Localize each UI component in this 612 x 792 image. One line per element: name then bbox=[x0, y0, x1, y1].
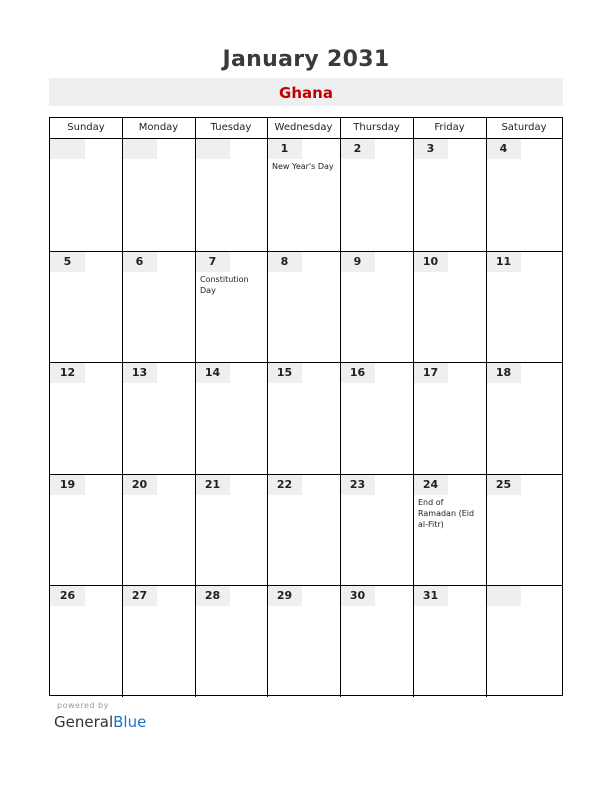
day-cell[interactable] bbox=[413, 475, 486, 586]
weekday-header: Friday bbox=[434, 122, 465, 133]
grid-line bbox=[122, 252, 123, 363]
day-cell[interactable] bbox=[340, 139, 413, 251]
grid-line bbox=[340, 363, 341, 474]
powered-by-text: powered by bbox=[57, 701, 109, 710]
day-cell[interactable] bbox=[195, 252, 267, 363]
holiday-label: New Year's Day bbox=[272, 162, 334, 171]
grid-line bbox=[340, 475, 341, 586]
grid-line bbox=[267, 118, 268, 138]
grid-line bbox=[195, 586, 196, 697]
grid-line bbox=[486, 118, 487, 138]
weekday-header: Saturday bbox=[501, 122, 547, 133]
brand-part-general: General bbox=[54, 713, 114, 731]
calendar-title: January 2031 bbox=[222, 47, 390, 72]
day-cell[interactable] bbox=[340, 475, 413, 586]
grid-line bbox=[486, 363, 487, 474]
day-number-box bbox=[486, 363, 521, 383]
day-cell[interactable] bbox=[486, 475, 562, 586]
day-cell[interactable] bbox=[340, 252, 413, 363]
grid-line bbox=[195, 139, 196, 251]
grid-line bbox=[195, 475, 196, 586]
grid-line bbox=[267, 139, 268, 251]
day-cell[interactable] bbox=[267, 252, 340, 363]
day-cell[interactable] bbox=[50, 139, 122, 251]
day-number: 28 bbox=[204, 589, 221, 602]
day-number: 19 bbox=[59, 477, 76, 491]
weekday-header: Monday bbox=[138, 122, 179, 133]
weekday-header-row bbox=[50, 118, 562, 139]
day-number: 21 bbox=[204, 477, 221, 491]
day-cell[interactable] bbox=[122, 586, 195, 697]
grid-line bbox=[486, 139, 487, 251]
day-number-box bbox=[50, 475, 85, 495]
day-number: 13 bbox=[131, 366, 148, 379]
day-number-box bbox=[340, 363, 375, 383]
day-number: 1 bbox=[280, 142, 289, 155]
grid-line bbox=[195, 118, 196, 138]
day-number-box bbox=[122, 586, 157, 606]
day-number: 8 bbox=[280, 254, 289, 268]
day-number-box bbox=[122, 363, 157, 383]
day-cell[interactable] bbox=[267, 586, 340, 697]
grid-line bbox=[195, 363, 196, 474]
day-number: 25 bbox=[495, 477, 512, 491]
week-row bbox=[50, 251, 562, 363]
week-row bbox=[50, 474, 562, 586]
day-number-box bbox=[195, 475, 230, 495]
day-number-box bbox=[486, 586, 521, 606]
day-number-box bbox=[267, 586, 302, 606]
day-cell[interactable] bbox=[50, 475, 122, 586]
day-number-box bbox=[195, 252, 230, 272]
day-cell[interactable] bbox=[50, 586, 122, 697]
day-number: 14 bbox=[204, 366, 221, 379]
weekday-header: Thursday bbox=[353, 122, 400, 133]
grid-line bbox=[267, 475, 268, 586]
day-cell[interactable] bbox=[413, 139, 486, 251]
day-number-box bbox=[122, 475, 157, 495]
day-number-box bbox=[267, 139, 302, 159]
day-number-box bbox=[486, 475, 521, 495]
day-number-box bbox=[413, 475, 448, 495]
day-number-box bbox=[486, 252, 521, 272]
day-cell[interactable] bbox=[50, 252, 122, 363]
grid-line bbox=[122, 475, 123, 586]
grid-line bbox=[340, 139, 341, 251]
day-number: 6 bbox=[135, 254, 144, 268]
day-number-box bbox=[413, 363, 448, 383]
day-cell[interactable] bbox=[340, 363, 413, 474]
brand-part-blue: Blue bbox=[113, 713, 147, 731]
day-cell[interactable] bbox=[413, 586, 486, 697]
day-number-box bbox=[340, 252, 375, 272]
day-cell[interactable] bbox=[195, 139, 267, 251]
day-number: 16 bbox=[349, 366, 366, 379]
day-number: 7 bbox=[208, 254, 217, 268]
day-number: 2 bbox=[353, 142, 362, 155]
day-number-box bbox=[267, 252, 302, 272]
day-number-box bbox=[340, 586, 375, 606]
day-number-box bbox=[50, 363, 85, 383]
day-number-box bbox=[413, 586, 448, 606]
day-cell[interactable] bbox=[340, 586, 413, 697]
day-cell[interactable] bbox=[50, 363, 122, 474]
holiday-label: Constitution Day bbox=[200, 274, 249, 295]
grid-line bbox=[267, 363, 268, 474]
weekday-header: Wednesday bbox=[274, 122, 333, 133]
grid-line bbox=[267, 586, 268, 697]
day-number-box bbox=[50, 139, 85, 159]
day-number-box bbox=[340, 475, 375, 495]
generalblue-logo[interactable] bbox=[54, 713, 146, 731]
day-cell[interactable] bbox=[486, 139, 562, 251]
day-number-box bbox=[195, 363, 230, 383]
grid-line bbox=[486, 475, 487, 586]
day-number: 11 bbox=[495, 254, 512, 268]
grid-line bbox=[486, 252, 487, 363]
day-cell[interactable] bbox=[486, 363, 562, 474]
day-number-box bbox=[122, 252, 157, 272]
day-cell[interactable] bbox=[267, 475, 340, 586]
day-number-box bbox=[50, 252, 85, 272]
country-name: Ghana bbox=[279, 84, 333, 102]
day-number-box bbox=[340, 139, 375, 159]
day-number: 22 bbox=[276, 477, 293, 491]
grid-line bbox=[413, 363, 414, 474]
day-number: 29 bbox=[276, 589, 293, 602]
day-number: 18 bbox=[495, 366, 512, 379]
day-number: 12 bbox=[59, 366, 76, 379]
day-number: 30 bbox=[349, 589, 366, 602]
day-number: 4 bbox=[499, 142, 508, 155]
week-row bbox=[50, 585, 562, 697]
calendar-grid bbox=[49, 117, 563, 696]
day-cell[interactable] bbox=[195, 363, 267, 474]
week-row bbox=[50, 362, 562, 474]
day-number-box bbox=[413, 139, 448, 159]
day-cell[interactable] bbox=[267, 139, 340, 251]
day-number: 5 bbox=[63, 254, 72, 268]
week-row bbox=[50, 139, 562, 251]
day-number: 17 bbox=[422, 366, 439, 379]
day-cell[interactable] bbox=[122, 363, 195, 474]
weekday-header: Tuesday bbox=[210, 122, 252, 133]
day-number-box bbox=[122, 139, 157, 159]
day-cell[interactable] bbox=[195, 475, 267, 586]
grid-line bbox=[413, 475, 414, 586]
day-number-box bbox=[267, 363, 302, 383]
day-cell[interactable] bbox=[413, 252, 486, 363]
grid-line bbox=[195, 252, 196, 363]
day-cell[interactable] bbox=[413, 363, 486, 474]
weekday-header: Sunday bbox=[67, 122, 105, 133]
day-number: 20 bbox=[131, 477, 148, 491]
day-number-box bbox=[413, 252, 448, 272]
grid-line bbox=[486, 586, 487, 697]
grid-line bbox=[340, 252, 341, 363]
day-cell[interactable] bbox=[486, 252, 562, 363]
day-cell[interactable] bbox=[195, 586, 267, 697]
grid-line bbox=[122, 139, 123, 251]
day-number: 15 bbox=[276, 366, 293, 379]
day-number-box bbox=[486, 139, 521, 159]
grid-line bbox=[340, 118, 341, 138]
day-number-box bbox=[195, 586, 230, 606]
day-number-box bbox=[267, 475, 302, 495]
day-number: 3 bbox=[426, 142, 435, 155]
grid-line bbox=[413, 252, 414, 363]
day-number-box bbox=[195, 139, 230, 159]
country-band bbox=[49, 78, 563, 106]
day-cell[interactable] bbox=[267, 363, 340, 474]
day-number-box bbox=[50, 586, 85, 606]
day-number: 24 bbox=[422, 477, 439, 491]
grid-line bbox=[122, 363, 123, 474]
day-cell[interactable] bbox=[486, 586, 562, 697]
day-cell[interactable] bbox=[122, 475, 195, 586]
grid-line bbox=[413, 139, 414, 251]
grid-line bbox=[413, 118, 414, 138]
day-number: 27 bbox=[131, 589, 148, 602]
grid-line bbox=[413, 586, 414, 697]
day-number: 26 bbox=[59, 589, 76, 602]
grid-line bbox=[340, 586, 341, 697]
grid-line bbox=[122, 118, 123, 138]
grid-line bbox=[267, 252, 268, 363]
day-number: 9 bbox=[353, 254, 362, 268]
day-number: 23 bbox=[349, 477, 366, 491]
day-cell[interactable] bbox=[122, 139, 195, 251]
grid-line bbox=[122, 586, 123, 697]
day-number: 31 bbox=[422, 589, 439, 602]
day-number: 10 bbox=[422, 254, 439, 268]
holiday-label: End of Ramadan (Eid al-Fitr) bbox=[418, 497, 475, 529]
day-cell[interactable] bbox=[122, 252, 195, 363]
